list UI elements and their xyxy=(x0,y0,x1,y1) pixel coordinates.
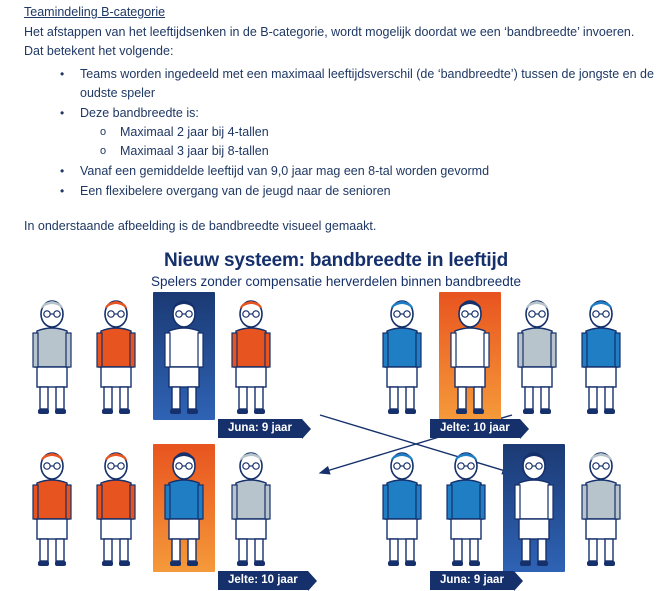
list-item-label: Een flexibelere overgang van de jeugd naar de senioren xyxy=(80,184,391,198)
bullet-icon: • xyxy=(60,184,65,198)
figure-title: Nieuw systeem: bandbreedte in leeftijd xyxy=(164,250,508,271)
player-figure xyxy=(89,449,144,567)
player-label-bottom-left: Jelte: 10 jaar xyxy=(218,571,308,590)
sub-bullet-icon: o xyxy=(100,126,107,138)
list-item xyxy=(24,104,656,161)
bullet-list xyxy=(24,65,656,201)
closing-paragraph: In onderstaande afbeelding is de bandbreedte visueel gemaakt. xyxy=(24,219,377,233)
list-item-label: Vanaf een gemiddelde leeftijd van 9,0 jaar mag een 8-tal worden gevormd xyxy=(80,164,490,178)
player-figure xyxy=(375,449,430,567)
page-title: Teamindeling B-categorie xyxy=(24,5,166,19)
figure-bandbreedte xyxy=(0,246,672,591)
figure-grid xyxy=(0,297,672,587)
player-figure-highlighted xyxy=(503,449,565,567)
list-item xyxy=(24,162,656,181)
list-item-label: Deze bandbreedte is: xyxy=(80,106,199,120)
player-figure xyxy=(224,297,279,415)
bullet-icon: • xyxy=(60,67,65,81)
player-figure xyxy=(224,449,279,567)
player-figure xyxy=(439,449,494,567)
player-row xyxy=(25,297,313,415)
player-row xyxy=(25,449,313,567)
sub-list-item-label: Maximaal 2 jaar bij 4-tallen xyxy=(120,125,269,139)
intro-paragraph: Het afstappen van het leeftijdsenken in de B-categorie, wordt mogelijk doordat we een ‘bandbreedte’ invoeren. Dat betekent het volgende: xyxy=(24,25,635,58)
player-figure-highlighted xyxy=(153,449,215,567)
team-top-right xyxy=(375,297,663,432)
sub-list-item xyxy=(80,123,656,142)
list-item-label: Teams worden ingedeeld met een maximaal leeftijdsverschil (de ‘bandbreedte’) tussen de jongste en de oudste speler xyxy=(80,67,654,100)
team-bottom-left xyxy=(25,449,313,584)
player-figure xyxy=(574,297,629,415)
player-figure xyxy=(89,297,144,415)
sub-bullet-icon: o xyxy=(100,145,107,157)
player-label-top-right: Jelte: 10 jaar xyxy=(430,419,520,438)
player-figure xyxy=(25,297,80,415)
team-bottom-right xyxy=(375,449,663,584)
player-figure xyxy=(25,449,80,567)
sub-list-item-label: Maximaal 3 jaar bij 8-tallen xyxy=(120,144,269,158)
player-figure xyxy=(510,297,565,415)
document-body xyxy=(0,0,672,236)
player-figure-highlighted xyxy=(439,297,501,415)
player-figure-highlighted xyxy=(153,297,215,415)
list-item xyxy=(24,65,656,103)
bullet-icon: • xyxy=(60,164,65,178)
figure-subtitle: Spelers zonder compensatie herverdelen binnen bandbreedte xyxy=(150,274,521,289)
list-item xyxy=(24,182,656,201)
player-figure xyxy=(375,297,430,415)
player-label-top-left: Juna: 9 jaar xyxy=(218,419,302,438)
sub-list-item xyxy=(80,142,656,161)
team-top-left xyxy=(25,297,313,432)
player-label-bottom-right: Juna: 9 jaar xyxy=(430,571,514,590)
bullet-icon: • xyxy=(60,106,65,120)
player-row xyxy=(375,297,663,415)
player-row xyxy=(375,449,663,567)
sub-bullet-list xyxy=(80,123,656,161)
player-figure xyxy=(574,449,629,567)
